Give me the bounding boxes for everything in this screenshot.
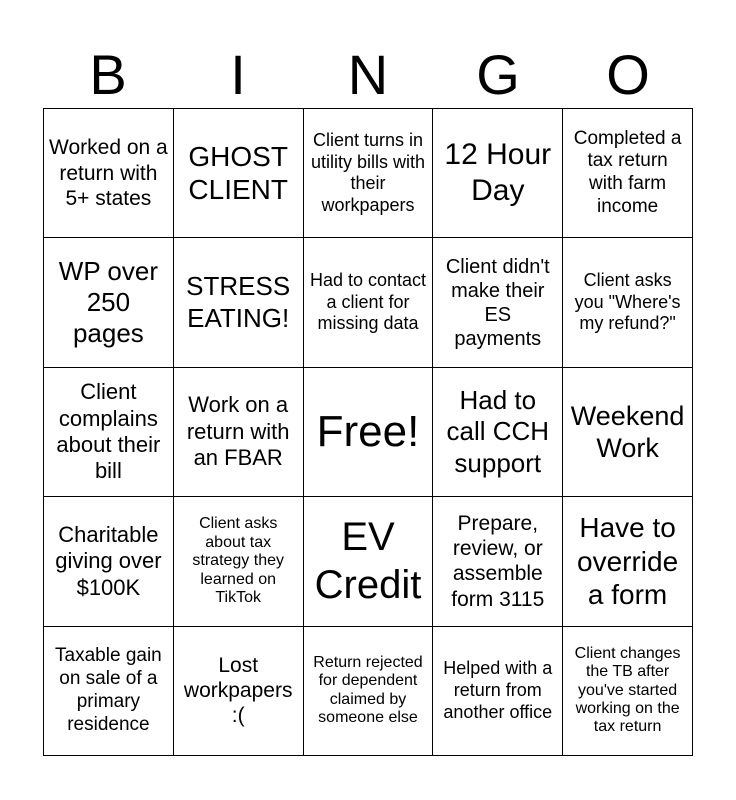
bingo-cell-r4c1[interactable] [44, 497, 174, 626]
bingo-cell-r3c5[interactable] [563, 368, 693, 497]
cell-text: Client asks about tax strategy they learned on TikTok [192, 515, 284, 606]
bingo-cell-r1c4[interactable] [433, 109, 563, 238]
bingo-cell-r1c3[interactable] [304, 109, 434, 238]
bingo-cell-r5c2[interactable] [174, 627, 304, 756]
header-letter-n: N [347, 43, 389, 106]
cell-text: Have to override a form [577, 512, 679, 611]
cell-text: Had to contact a client for missing data [309, 270, 427, 334]
bingo-cell-r3c1[interactable] [44, 368, 174, 497]
cell-text: Worked on a return with 5+ states [49, 136, 168, 210]
bingo-cell-r4c4[interactable] [433, 497, 563, 626]
header-letter-o: O [606, 43, 650, 106]
bingo-cell-r2c4[interactable] [433, 238, 563, 367]
bingo-cell-r5c1[interactable] [44, 627, 174, 756]
cell-text: Client complains about their bill [56, 379, 161, 484]
bingo-card-grid [43, 108, 693, 756]
bingo-cell-r5c4[interactable] [433, 627, 563, 756]
bingo-cell-r1c5[interactable] [563, 109, 693, 238]
bingo-cell-free[interactable] [304, 368, 434, 497]
bingo-cell-r2c1[interactable] [44, 238, 174, 367]
cell-text: GHOST CLIENT [188, 140, 288, 206]
cell-text: Helped with a return from another office [443, 658, 553, 722]
bingo-cell-r4c3[interactable] [304, 497, 434, 626]
cell-text: 12 Hour Day [444, 138, 552, 208]
cell-text: Work on a return with an FBAR [186, 392, 290, 471]
header-letter-i: I [230, 43, 246, 106]
bingo-cell-r2c3[interactable] [304, 238, 434, 367]
cell-text: STRESS EATING! [186, 271, 291, 333]
cell-text: Prepare, review, or assemble form 3115 [451, 512, 545, 611]
header-letter-b: B [89, 43, 127, 106]
bingo-cell-r4c2[interactable] [174, 497, 304, 626]
cell-text: Had to call CCH support [446, 385, 550, 478]
bingo-cell-r4c5[interactable] [563, 497, 693, 626]
cell-text: Return rejected for dependent claimed by someone else [313, 654, 423, 727]
bingo-cell-r3c4[interactable] [433, 368, 563, 497]
bingo-header [43, 42, 693, 108]
cell-text: Completed a tax return with farm income [573, 127, 682, 217]
bingo-cell-r5c5[interactable] [563, 627, 693, 756]
bingo-cell-r1c2[interactable] [174, 109, 304, 238]
header-letter-g: G [476, 43, 520, 106]
cell-text: Client asks you "Where's my refund?" [574, 270, 681, 334]
bingo-cell-r5c3[interactable] [304, 627, 434, 756]
bingo-cell-r3c2[interactable] [174, 368, 304, 497]
cell-text: Weekend Work [570, 400, 685, 463]
bingo-cell-r2c5[interactable] [563, 238, 693, 367]
cell-text: Lost workpapers :( [183, 654, 293, 728]
bingo-cell-r1c1[interactable] [44, 109, 174, 238]
cell-text: Client didn't make their ES payments [445, 255, 550, 350]
cell-text: Client turns in utility bills with their workpapers [310, 130, 425, 215]
cell-text: EV Credit [314, 515, 422, 608]
bingo-cell-r2c2[interactable] [174, 238, 304, 367]
cell-text: Free! [316, 406, 420, 456]
cell-text: WP over 250 pages [58, 255, 158, 349]
cell-text: Client changes the TB after you've started working on the tax return [574, 644, 681, 736]
cell-text: Charitable giving over $100K [55, 521, 162, 600]
cell-text: Taxable gain on sale of a primary residence [55, 645, 162, 735]
